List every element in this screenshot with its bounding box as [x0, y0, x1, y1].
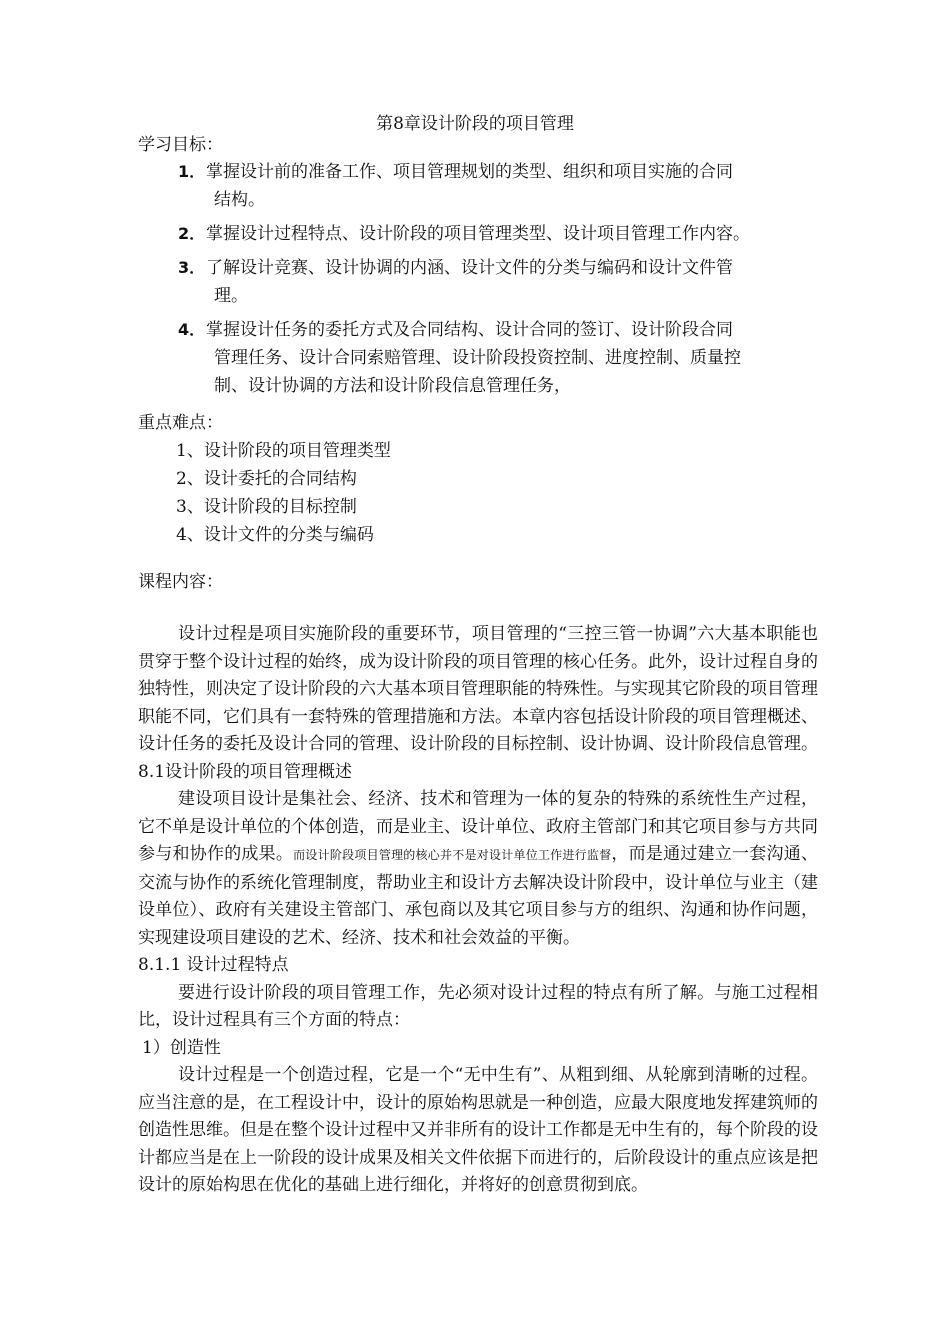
key-points-label: 重点难点：	[138, 413, 223, 433]
objective-number: 4．	[178, 320, 206, 339]
objective-number: 1．	[178, 162, 206, 181]
key-point-item: 4、设计文件的分类与编码	[176, 525, 374, 545]
paragraph-creativity: 设计过程是一个创造过程，它是一个“无中生有”、从粗到细、从轮廓到清晰的过程。应当注意的是，在工程设计中，设计的原始构思就是一种创造，应最大限度地发挥建筑师的创造性思维。但是在整个设计过程中又并非所有的设计工作都是无中生有的，每个阶段的设计都应当是在上一阶段的设计成果及相关文件依据下而进行的，后阶段设计的重点应该是把设计的原始构思在优化的基础上进行细化，并将好的创意贯彻到底。	[138, 1065, 818, 1195]
key-point-item: 3、设计阶段的目标控制	[176, 497, 357, 517]
objective-line: 掌握设计前的准备工作、项目管理规划的类型、组织和项目实施的合同	[206, 162, 733, 182]
objective-number: 2．	[178, 224, 206, 243]
paragraph-text: ，而是通过建立一套沟通、交流与协作的系统化管理制度，帮助业主和设计方去解决设计阶段中，设计单位与业主（建设单位）、政府有关建设主管部门、承包商以及其它项目参与方的组织、沟通和协作问题，实现建设项目建设的艺术、经济、技术和社会效益的平衡。	[138, 844, 819, 948]
small-print-text: 而设计阶段项目管理的核心并不是对设计单位工作进行监督	[293, 848, 612, 862]
sub-heading-creativity: 1）创造性	[142, 1037, 221, 1058]
paragraph-features-intro: 要进行设计阶段的项目管理工作，先必须对设计过程的特点有所了解。与施工过程相比，设计过程具有三个方面的特点：	[138, 982, 818, 1030]
objective-line: 理。	[214, 286, 248, 306]
key-point-item: 1、设计阶段的项目管理类型	[176, 441, 391, 461]
body-text	[138, 621, 818, 1200]
objective-number: 3．	[178, 258, 206, 277]
objective-item	[170, 220, 820, 248]
chapter-title: 第8章设计阶段的项目管理	[376, 114, 574, 134]
objectives-label: 学习目标：	[138, 135, 223, 155]
objective-item	[170, 158, 820, 214]
objective-item	[170, 316, 820, 400]
objective-line: 了解设计竞赛、设计协调的内涵、设计文件的分类与编码和设计文件管	[206, 258, 733, 278]
paragraph-intro: 设计过程是项目实施阶段的重要环节，项目管理的“三控三管一协调”六大基本职能也贯穿于整个设计过程的始终，成为设计阶段的项目管理的核心任务。此外，设计过程自身的独特性，则决定了设计阶段的六大基本项目管理职能的特殊性。与实现其它阶段的项目管理职能不同，它们具有一套特殊的管理措施和方法。本章内容包括设计阶段的项目管理概述、设计任务的委托及设计合同的管理、设计阶段的目标控制、设计协调、设计阶段信息管理。8.1设计阶段的项目管理概述	[138, 624, 818, 782]
paragraph-text: 建设项目设计是集社会、经济、技术和管理为一体的复杂的特殊的系统性生产过程，它不单是设计单位的个体创造，而是业主、设计单位、政府主管部门和其它项目参与方共同参与和协作的成果。	[138, 789, 818, 864]
section-heading-8-1-1: 8.1.1 设计过程特点	[138, 955, 289, 975]
objective-line: 制、设计协调的方法和设计阶段信息管理任务，	[214, 376, 571, 396]
key-point-item: 2、设计委托的合同结构	[176, 469, 357, 489]
objectives-list	[170, 158, 820, 406]
key-points-list	[176, 437, 391, 549]
paragraph-design-nature	[138, 786, 818, 952]
objective-line: 掌握设计任务的委托方式及合同结构、设计合同的签订、设计阶段合同	[206, 320, 733, 340]
objective-item	[170, 254, 820, 310]
objective-line: 掌握设计过程特点、设计阶段的项目管理类型、设计项目管理工作内容。	[206, 224, 750, 244]
objective-line: 结构。	[214, 190, 265, 210]
objective-line: 管理任务、设计合同索赔管理、设计阶段投资控制、进度控制、质量控	[214, 348, 741, 368]
content-label: 课程内容：	[138, 572, 223, 592]
